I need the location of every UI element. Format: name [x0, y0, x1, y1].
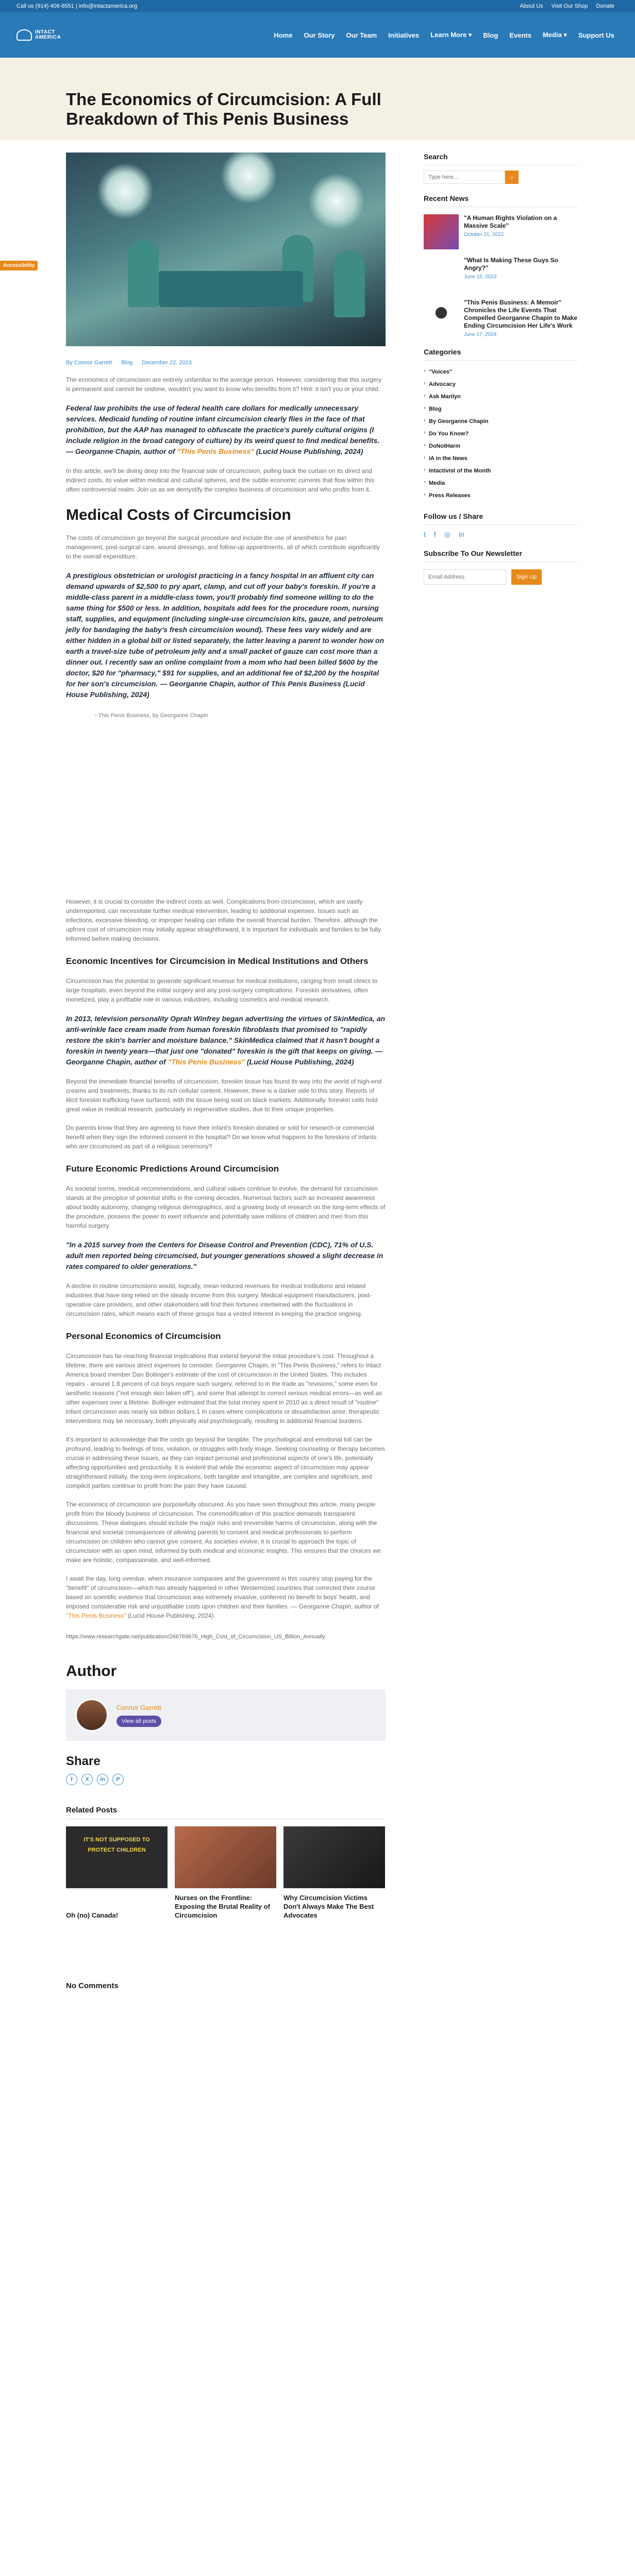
logo-icon [16, 29, 32, 41]
book-link[interactable]: "This Penis Business" [177, 447, 254, 455]
x-icon[interactable]: X [81, 1774, 93, 1785]
linkedin-icon[interactable]: in [97, 1774, 108, 1785]
share-heading: Share [66, 1754, 101, 1768]
book-link[interactable]: "This Penis Business" [168, 1058, 245, 1066]
recent-news-heading: Recent News [424, 194, 578, 207]
category-item[interactable]: › Press Releases [424, 489, 578, 502]
email-link[interactable]: info@intactamerica.org [78, 3, 138, 9]
facebook-icon[interactable]: f [433, 530, 436, 538]
related-title: Why Circumcision Victims Don't Always Make The Best Advocates [283, 1894, 374, 1919]
section-heading: Personal Economics of Circumcision [66, 1331, 221, 1341]
category-item[interactable]: › Media [424, 477, 578, 489]
news-date: June 17, 2024 [464, 332, 497, 337]
sidebar [424, 152, 578, 585]
quote-4: "In a 2015 survey from the Centers for Disease Control and Prevention (CDC), 71% of U.S. adult men reported being circumcised, but younger generations showed a slight decrease in rates compared to older generations." [66, 1241, 383, 1270]
search-input[interactable] [424, 171, 505, 184]
paragraph: However, it is crucial to consider the indirect costs as well. Complications from circumcision, which are vastly underreported, can necessitate further medical intervention, leading to additional expenses. Issues such as infections, excessive bleeding, or improper healing can inflate the overall financial burden. Therefore, although the upfront cost of circumcision may initially appear straightforward, it is important for individuals and families to be fully informed before making decisions. [66, 898, 381, 942]
news-item[interactable] [424, 214, 578, 249]
site-logo[interactable] [16, 29, 61, 41]
title-banner [0, 58, 635, 140]
news-thumb [424, 214, 459, 249]
related-heading: Related Posts [66, 1806, 386, 1819]
related-thumb [283, 1826, 385, 1888]
contact-info: Call us (914) 406-8551 | info@intactamerica.org [16, 3, 138, 9]
news-date: October 21, 2022 [464, 232, 504, 238]
category-item[interactable]: › By Georganne Chapin [424, 415, 578, 428]
logo-line2: AMERICA [35, 35, 61, 40]
avatar [75, 1699, 108, 1732]
search-form [424, 171, 578, 184]
news-date: June 15, 2023 [464, 274, 497, 280]
paragraph: A decline in routine circumcisions would, logically, mean reduced revenues for medical institutions and related industries that have long relied on the steady income from this surgery. Medical equipment manufacturers, post-operative care providers, and other stakeholders will find their fortunes intertwined with the fluctuations in circumcision rates, which means each of these groups has a vested interest in keeping the practice ongoing. [66, 1282, 372, 1317]
related-thumb [175, 1826, 276, 1888]
related-title: Oh (no) Canada! [66, 1911, 119, 1919]
paragraph: Circumcision has the potential to generate significant revenue for medical institutions, ranging from small clinics to large hospitals, even beyond the initial surgery and any post-surgery complications. Foreskin derivatives, often monetized, play a profitable role in various industries, including cosmetics and medical research. [66, 977, 378, 1003]
search-heading: Search [424, 152, 578, 165]
category-link[interactable]: Blog [121, 360, 133, 366]
share-buttons [66, 1774, 386, 1785]
news-title: "What Is Making These Guys So Angry?" [464, 257, 559, 272]
search-icon: ⌕ [510, 173, 514, 181]
nav-initiatives[interactable]: Initiatives [388, 31, 420, 39]
category-item[interactable]: › DoNotHarm [424, 440, 578, 452]
post-date: December 22, 2023 [142, 360, 192, 366]
follow-icons [424, 530, 578, 539]
section-heading: Economic Incentives for Circumcision in Medical Institutions and Others [66, 956, 369, 966]
page-title: The Economics of Circumcision: A Full Breakdown of This Penis Business [66, 90, 381, 128]
news-item[interactable] [424, 257, 578, 292]
category-item[interactable]: › Ask Marilyn [424, 391, 578, 403]
accessibility-button[interactable]: Accessibility [0, 261, 38, 270]
nav-media[interactable]: Media ▾ [542, 31, 567, 39]
nav-home[interactable]: Home [274, 31, 293, 39]
category-item[interactable]: › Do You Know? [424, 428, 578, 440]
nav-blog[interactable]: Blog [483, 31, 498, 39]
paragraph: Do parents know that they are agreeing to have their infant's foreskin donated or sold for research or commercial benefit when they sign the informed consent in the hospital? Do we know what happens to the foreskins of infants who are circumcised as part of a religious ceremony? [66, 1124, 377, 1150]
author-name[interactable]: Connor Garrett [116, 1703, 161, 1711]
featured-image [66, 152, 386, 346]
related-title: Nurses on the Frontline: Exposing the Brutal Reality of Circumcision [175, 1894, 270, 1919]
broken-image-icon: ▫ [95, 713, 97, 719]
nav-our-story[interactable]: Our Story [304, 31, 335, 39]
email-field[interactable] [424, 569, 506, 585]
visit-shop-link[interactable]: Visit Our Shop [551, 3, 588, 9]
article-body [66, 152, 386, 1990]
news-title: "This Penis Business: A Memoir" Chronicles the Life Events That Compelled Georganne Chapin to Make Ending Circumcision Her Life's Work [464, 299, 578, 329]
donate-link[interactable]: Donate [596, 3, 614, 9]
nav-events[interactable]: Events [509, 31, 531, 39]
source-url[interactable]: https://www.researchgate.net/publication/266769676_High_Cost_of_Circumcision_US_Billion_Annually [66, 1634, 325, 1640]
paragraph: It's important to acknowledge that the costs go beyond the tangible. The psychological and emotional toll can be profound, leading to feelings of loss, violation, or struggles with body image. Seeking counseling or therapy becomes crucial in addressing these issues, as they can impact personal and professional aspects of one's life, potentially affecting opportunities and productivity. It is evident that while the economic aspect of circumcision may appear straightforward initially, the long-term implications, both tangible and intangible, are complex and significant, and complicit parties continue to profit from the pain they have caused. [66, 1436, 386, 1489]
follow-heading: Follow us / Share [424, 512, 578, 525]
related-post[interactable] [283, 1826, 385, 1920]
top-bar [0, 0, 635, 12]
category-item[interactable]: › Intactivist of the Month [424, 465, 578, 477]
category-list [424, 366, 578, 502]
section-heading: Future Economic Predictions Around Circumcision [66, 1164, 279, 1174]
related-thumb: IT'S NOT SUPPOSED TO PROTECT CHILDREN [66, 1826, 168, 1888]
twitter-icon[interactable]: t [424, 530, 426, 538]
paragraph: As societal norms, medical recommendations, and cultural values continue to evolve, the demand for circumcision stands at the precipice of potential shifts in the coming decades. Numerous factors such as increased awareness about bodily autonomy, changing religious demographics, and a growing body of research on the long-term effects of the procedure, possess the power to exert influence and potentially save millions of children and men from this harmful surgery. [66, 1185, 386, 1229]
newsletter-form [424, 569, 578, 585]
author-link[interactable]: By Connor Garrett [66, 360, 112, 366]
intro-paragraph: The economics of circumcision are entirely unfamiliar to the average person. However, considering that this surgery is permanent and cannot be undone, wouldn't you want to know who benefits from it? Hint: it isn't you or your child. [66, 376, 382, 393]
author-heading: Author [66, 1663, 117, 1680]
author-box [66, 1689, 386, 1741]
book-image: ▫ This Penis Business, by Georganne Chapin [95, 713, 208, 719]
facebook-icon[interactable]: f [66, 1774, 77, 1785]
linkedin-icon[interactable]: in [459, 530, 464, 538]
news-thumb [424, 299, 459, 334]
news-thumb [424, 257, 459, 292]
view-all-posts-button[interactable]: View all posts [116, 1716, 161, 1727]
related-post[interactable] [175, 1826, 276, 1920]
categories-heading: Categories [424, 348, 578, 361]
search-button[interactable] [505, 171, 519, 184]
nav-support-us[interactable]: Support Us [578, 31, 614, 39]
paragraph: Circumcision has far-reaching financial implications that extend beyond the initial procedure's cost. Throughout a lifetime, there are various direct expenses to consider. Georganne Chapin, in "This Penis Business," refers to Intact America board member Dan Bollinger's estimate of the cost of circumcision in the United States. This includes repairs - around 1.8 percent of cut boys require such surgery, referred to in the trade as "revisions," some even for aesthetic reasons ("not enough skin taken off"), and some that attempt to correct serious medical errors—as well as other expenses over a lifetime. Bollinger estimated that the total money spent in 2010 as a direct result of "routine" infant circumcision was nearly six billion dollars.1 In cases where complications or dissatisfaction arise, therapeutic interventions may be necessary, both physically and psychologically, resulting in additional financial burdens. [66, 1352, 382, 1425]
newsletter-heading: Subscribe To Our Newsletter [424, 549, 578, 562]
category-item[interactable]: › IA in the News [424, 452, 578, 465]
sign-up-button[interactable]: Sign Up [511, 569, 542, 585]
instagram-icon[interactable]: ◎ [444, 530, 450, 538]
pinterest-icon[interactable]: P [112, 1774, 124, 1785]
nav-our-team[interactable]: Our Team [346, 31, 377, 39]
paragraph: The economics of circumcision are purposefully obscured. As you have seen throughout this article, many people profit from the bloody business of circumcision. The commodification of this practice demands transparent discussions. These dialogues should include the major risks and irreversible harms of circumcision, along with the financial and societal consequences of allowing parents to consent and medical professionals to perform circumcision on children who cannot give consent. As societies evolve, it is crucial to approach the topic of circumcision with an open mind, informed by both medical and economic insights. This ensures that the choices we make are holistic, compassionate, and well-informed. [66, 1501, 381, 1564]
quote-2: A prestigious obstetrician or urologist practicing in a fancy hospital in an affluent city can demand upwards of $2,500 to pry apart, clamp, and cut off your baby's foreskin. If you're a middle-class parent in a middle-class town, you'll probably find someone willing to do the same thing for $500 or less. In addition, hospitals add fees for the procedure room, nursing staff, supplies, and equipment (including single-use circumcision kits, gauze, and petroleum jelly for bandaging the baby's fresh circumcision wound). These fees vary widely and are either hidden in a global bill or listed separately, the latter leaving a parent to wonder how on earth a travel-size tube of petroleum jelly and a small packet of gauze can cost more than a dinner out. I recently saw an online complaint from a mom who had been billed $600 by the doctor, $20 for "pharmacy," $91 for supplies, and an additional fee of $2,200 by the hospital for her son's circumcision. — Georganne Chapin, author of This Penis Business (Lucid House Publishing, 2024) [66, 571, 385, 699]
paragraph: Beyond the immediate financial benefits of circumcision, foreskin tissue has found its way into the world of high-end creams and treatments, thanks to its rich cellular content. However, there is a darker side to this story. Reports of illicit foreskin trafficking have surfaced, with the tissue being sold on black markets. Additionally, foreskin cells hold great value in medical research, particularly in regenerative studies, due to their unique properties. [66, 1078, 382, 1113]
comments-heading: No Comments [66, 1981, 119, 1990]
section-heading: Medical Costs of Circumcision [66, 506, 291, 523]
related-posts [66, 1826, 386, 1920]
related-post[interactable] [66, 1826, 168, 1920]
category-item[interactable]: › "Voices" [424, 366, 578, 378]
category-item[interactable]: › Advocacy [424, 378, 578, 391]
book-link[interactable]: "This Penis Business" [66, 1612, 126, 1619]
category-item[interactable]: › Blog [424, 403, 578, 415]
news-title: "A Human Rights Violation on a Massive Scale" [464, 214, 557, 229]
main-nav [0, 12, 635, 58]
phone-link[interactable]: Call us (914) 406-8551 [16, 3, 74, 9]
news-item[interactable] [424, 299, 578, 337]
post-meta [66, 360, 386, 366]
quote-3: In 2013, television personality Oprah Winfrey began advertising the virtues of SkinMedica, an anti-wrinkle face cream made from human foreskin fibroblasts that promised to "rapidly restore the skin's barrier and moisture balance." SkinMedica claimed that it hasn't bought a foreskin in twenty years—that just one "donated" foreskin is the gift that keeps on giving. — Georganne Chapin, author of "This Penis Business" (Lucid House Publishing, 2024) [66, 1014, 386, 1066]
paragraph: I await the day, long overdue, when insurance companies and the government in this country stop paying for the "benefit" of circumcision—which has already happened in other Westernized countries that corrected their course based on scientific evidence that circumcision was extremely invasive, conferred no benefit to boys' health, and imposed considerable risk and unjustifiable costs upon children and their families. — Georganne Chapin, author of "This Penis Business" (Lucid House Publishing, 2024) [66, 1575, 379, 1619]
logo-line1: INTACT [35, 29, 55, 35]
quote-1: Federal law prohibits the use of federal health care dollars for medically unnecessary services. Medicaid funding of routine infant circumcision clearly flies in the face of that prohibition, but the AAP has managed to obfuscate the practice's purely cultural origins (I include religion in the broad category of culture) by its weird quest to find medical benefits. — Georganne Chapin, author of "This Penis Business" (Lucid House Publishing, 2024) [66, 404, 380, 455]
nav-learn-more[interactable]: Learn More ▾ [430, 31, 472, 39]
paragraph: The costs of circumcision go beyond the surgical procedure and include the use of anesthetics for pain management, post-surgical care, wound dressings, and follow-up appointments, all of which contribute significantly to the overall expenditure. [66, 534, 380, 560]
about-us-link[interactable]: About Us [520, 3, 543, 9]
paragraph: In this article, we'll be diving deep into the financial side of circumcision, pulling back the curtain on its direct and indirect costs, its value within medical and cultural spheres, and the subtle economic currents that flow within this often controversial realm. Join us as we demystify the complex business of circumcision and who profits from it. [66, 467, 375, 493]
